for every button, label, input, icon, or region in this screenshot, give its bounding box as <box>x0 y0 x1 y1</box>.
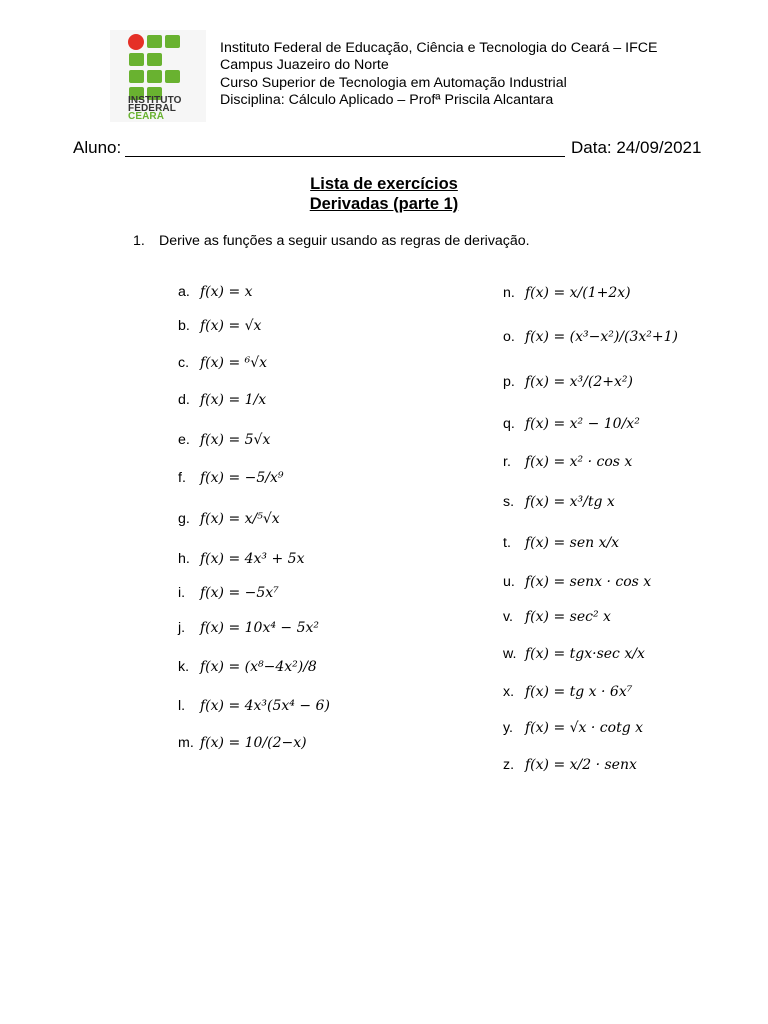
exercise-label: u. <box>503 574 515 590</box>
exercise-label: q. <box>503 416 515 432</box>
exercise-label: r. <box>503 454 511 470</box>
exercise-item <box>503 285 631 301</box>
exercise-label: s. <box>503 494 515 510</box>
exercise-label: m. <box>178 735 194 751</box>
logo-cell <box>147 35 162 48</box>
exercise-expression: f(x) = x³/(2+x²) <box>525 374 633 390</box>
exercise-item <box>503 494 615 510</box>
exercise-label: a. <box>178 284 190 300</box>
exercise-item <box>503 574 651 590</box>
exercise-expression: f(x) = 10/(2−x) <box>200 735 307 751</box>
exercise-expression: f(x) = x <box>200 284 253 300</box>
exercise-expression: f(x) = (x⁸−4x²)/8 <box>200 659 317 675</box>
exercise-item <box>178 659 317 675</box>
exercise-label: p. <box>503 374 515 390</box>
exercise-expression: f(x) = 10x⁴ − 5x² <box>200 620 319 636</box>
exercise-label: n. <box>503 285 515 301</box>
exercise-expression: f(x) = 4x³(5x⁴ − 6) <box>200 698 330 714</box>
exercise-expression: f(x) = x² − 10/x² <box>525 416 640 432</box>
date-label: Data: 24/09/2021 <box>571 138 702 157</box>
exercise-item <box>503 757 637 773</box>
exercise-expression: f(x) = −5/x⁹ <box>200 470 284 486</box>
instruction <box>133 233 530 249</box>
logo-cell <box>147 53 162 66</box>
logo-text-federal: FEDERAL <box>128 103 176 114</box>
exercise-item <box>178 392 266 408</box>
exercise-expression: f(x) = √x <box>200 318 262 334</box>
logo-cell <box>147 70 162 83</box>
exercise-item <box>178 551 304 567</box>
exercise-label: h. <box>178 551 190 567</box>
exercise-label: i. <box>178 585 186 601</box>
logo-cell <box>129 53 144 66</box>
exercise-item <box>178 620 319 636</box>
exercise-item <box>178 585 279 601</box>
exercise-expression: f(x) = √x · cotg x <box>525 720 644 736</box>
exercise-expression: f(x) = 1/x <box>200 392 267 408</box>
exercise-expression: f(x) = sec² x <box>525 609 611 625</box>
aluno-label: Aluno: <box>73 138 122 157</box>
exercise-item <box>178 735 307 751</box>
exercise-item <box>503 416 640 432</box>
exercise-item <box>178 355 267 371</box>
exercise-expression: f(x) = tg x · 6x⁷ <box>525 684 633 700</box>
logo-cell <box>165 35 180 48</box>
ifce-logo <box>110 30 206 122</box>
exercise-expression: f(x) = −5x⁷ <box>200 585 279 601</box>
exercise-expression: f(x) = x/(1+2x) <box>525 285 631 301</box>
exercise-expression: f(x) = sen x/x <box>525 535 620 551</box>
exercise-label: o. <box>503 329 515 345</box>
exercise-item <box>503 329 678 345</box>
exercise-item <box>178 284 253 300</box>
exercise-item <box>178 698 330 714</box>
exercise-expression: f(x) = senx · cos x <box>525 574 652 590</box>
aluno-name-line[interactable] <box>125 156 565 157</box>
exercise-item <box>503 454 632 470</box>
exercise-label: w. <box>503 646 517 662</box>
exercise-label: x. <box>503 684 515 700</box>
logo-text-ceara: CEARÁ <box>128 111 165 122</box>
exercise-label: b. <box>178 318 190 334</box>
exercise-item <box>178 511 280 527</box>
exercise-item <box>503 720 643 736</box>
exercise-item <box>503 646 645 662</box>
exercise-expression: f(x) = x/⁵√x <box>200 511 280 527</box>
exercise-expression: f(x) = x/2 · senx <box>525 757 637 773</box>
exercise-label: d. <box>178 392 190 408</box>
exercise-item <box>178 318 261 334</box>
exercise-label: t. <box>503 535 511 551</box>
exercise-item <box>178 432 270 448</box>
exercise-label: c. <box>178 355 190 371</box>
exercise-item <box>503 609 611 625</box>
exercise-expression: f(x) = 5√x <box>200 432 271 448</box>
exercise-expression: f(x) = x³/tg x <box>525 494 615 510</box>
instruction-number: 1. <box>133 233 145 249</box>
exercise-label: f. <box>178 470 186 486</box>
logo-cell <box>129 70 144 83</box>
page-subtitle: Derivadas (parte 1) <box>309 195 459 213</box>
exercise-label: k. <box>178 659 190 675</box>
exercise-label: e. <box>178 432 190 448</box>
exercise-label: z. <box>503 757 515 773</box>
exercise-label: v. <box>503 609 513 625</box>
logo-red-dot <box>128 34 144 50</box>
exercise-expression: f(x) = ⁶√x <box>200 355 268 371</box>
exercise-expression: f(x) = x² · cos x <box>525 454 633 470</box>
exercise-item <box>503 684 632 700</box>
exercise-expression: f(x) = tgx·sec x/x <box>525 646 645 662</box>
exercise-expression: f(x) = 4x³ + 5x <box>200 551 305 567</box>
institution-header <box>220 40 657 109</box>
exercise-label: j. <box>178 620 186 636</box>
header-course: Curso Superior de Tecnologia em Automação Industrial <box>220 74 567 91</box>
exercise-label: g. <box>178 511 190 527</box>
exercise-item <box>503 535 619 551</box>
logo-text-instituto: INSTITUTO <box>128 95 182 106</box>
exercise-label: y. <box>503 720 513 736</box>
instruction-text: Derive as funções a seguir usando as regras de derivação. <box>158 233 530 249</box>
exercise-expression: f(x) = (x³−x²)/(3x²+1) <box>525 329 678 345</box>
header-campus: Campus Juazeiro do Norte <box>220 57 389 74</box>
logo-cell <box>165 70 180 83</box>
header-discipline: Disciplina: Cálculo Aplicado – Profª Priscila Alcantara <box>220 91 554 108</box>
header-institution: Instituto Federal de Educação, Ciência e Tecnologia do Ceará – IFCE <box>220 40 658 56</box>
page-title: Lista de exercícios <box>310 175 458 193</box>
exercise-item <box>178 470 284 486</box>
exercise-item <box>503 374 633 390</box>
exercise-label: l. <box>178 698 186 714</box>
